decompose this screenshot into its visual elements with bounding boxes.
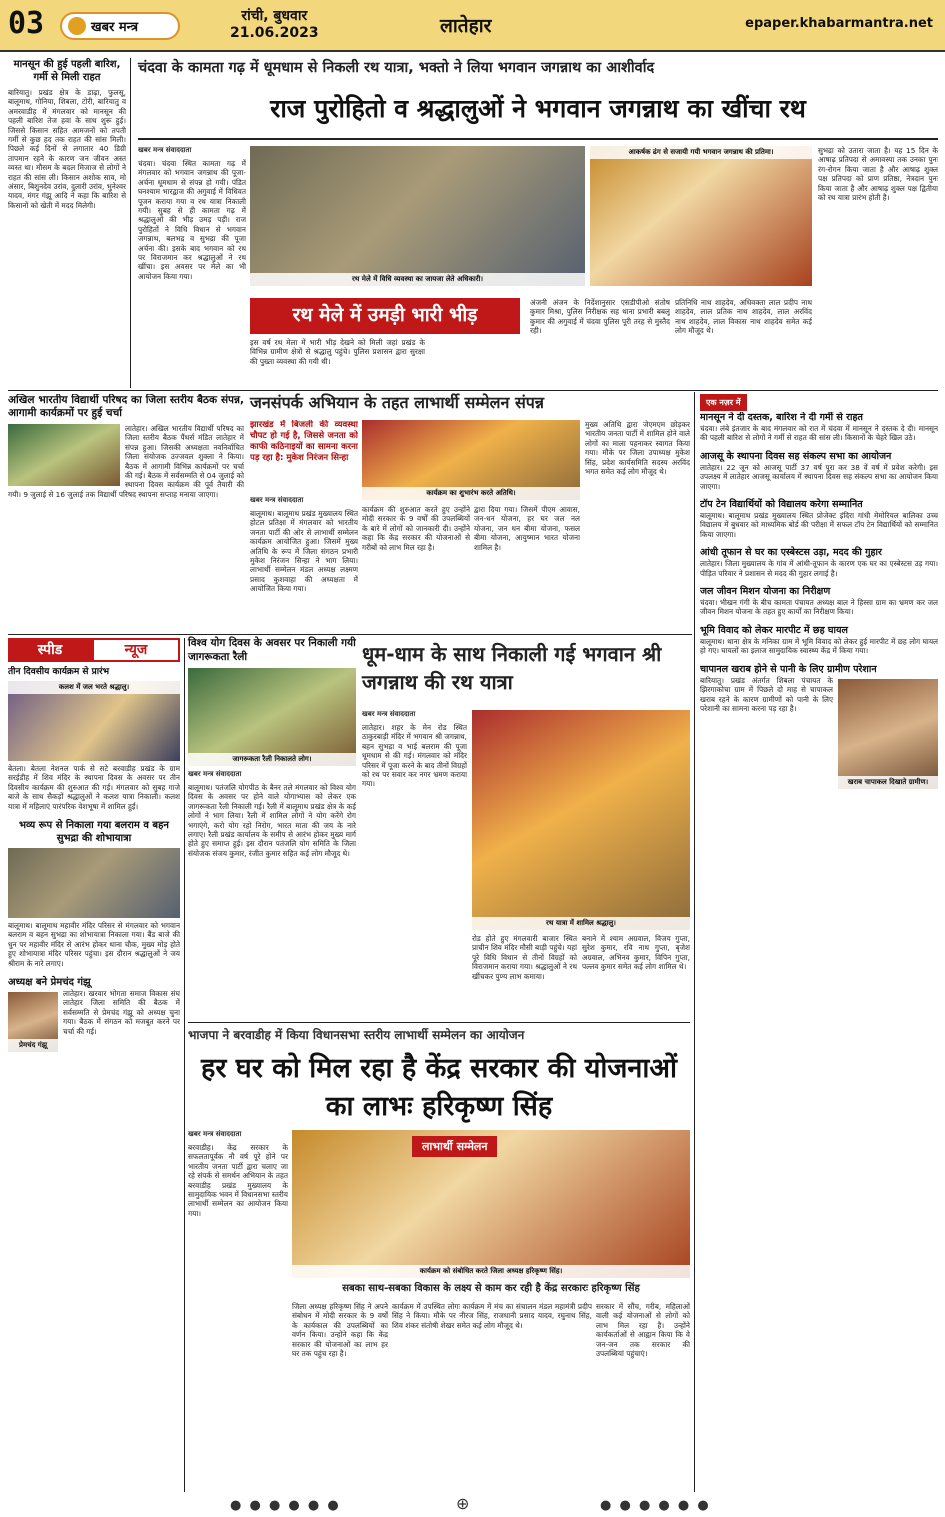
section-name: लातेहार — [440, 15, 492, 37]
jansampark-col2 — [362, 505, 470, 630]
left-top-story — [8, 58, 126, 388]
rathyatra-body2: रोड होते हुए मंगलवारी बाजार स्थित प्राचीन शिव मंदिर मौसी बाड़ी पहुंचे। यहां पूरे विधि विधान से तीनों विग्रहों को विराजमान कराया गया। श्रद्धालुओं ने रथ खींचकर पुण्य लाभ कमाया। — [472, 934, 577, 981]
byline: खबर मन्त्र संवाददाता — [250, 496, 304, 504]
lead-col1 — [138, 146, 246, 386]
dateline — [230, 8, 319, 42]
news-headline: मानसून ने दी दस्तक, बारिश ने दी गर्मी से राहत — [700, 412, 863, 423]
section-rule — [188, 1022, 690, 1023]
akhil-story — [8, 394, 244, 630]
news-body: चंदवा। लंबे इंतजार के बाद मंगलवार को रात में चंदवा में मानसून ने दस्तक दे दी। मानसून की पहली बारिश से लोगों ने गर्मी से राहत की सांस ली। किसानों के चेहरे खिल उठे। — [700, 424, 938, 443]
logo-icon — [68, 17, 86, 35]
jansampark-body3: द्वारा दिया गया। जिसमें पीएम आवास, जन-धन योजना, हर घर जल नल योजना, जन धन बीमा योजना, फसल बीमा योजना, आयुष्मान भारत योजना शामिल है। — [474, 505, 580, 552]
photo-caption: रथ मेले में विधि व्यवस्था का जायजा लेते अधिकारी। — [250, 273, 585, 286]
lead-photo-2 — [590, 146, 812, 286]
rathyatra-col1 — [362, 710, 467, 1020]
speed-news-column — [8, 666, 180, 1492]
yoga-body: बालूमाथ। पतंजलि योगपीठ के बैनर तले मंगलवार को विश्व योग दिवस के अवसर पर होने वाले योगाभ्यास को लेकर एक जागरूकता रैली निकाली गई। रैली में बालूमाथ प्रखंड क्षेत्र के कई लोगों ने भाग लिया। रैली में शामिल लोगों ने योग करेंगे रोग भगाएंगे, करो योग रहो निरोग, भारत माता की जय के नारे लगाए। रैली प्रखंड कार्यालय के समीप से आरंभ होकर मुख्य मार्ग होते हुए समाप्त हुई। इस दौरान पतंजलि योग समिति के जिला संयोजक संजय कुमार, रंजीत कुमार सहित कई लोग मौजूद थे। — [188, 783, 356, 858]
lead-photo-1 — [250, 146, 585, 286]
barwadih-photo — [292, 1130, 690, 1278]
news-body: लातेहार। जिला मुख्यालय के गांव में आंधी-तूफान के कारण एक घर का एस्बेस्टस उड़ गया। पीड़ित परिवार ने प्रशासन से मदद की गुहार लगाई है। — [700, 559, 938, 578]
byline: खबर मन्त्र संवाददाता — [138, 146, 192, 154]
rathyatra-col2 — [472, 934, 577, 1020]
news-body: लातेहार। खरवार भोगता समाज विकास संघ लातेहार जिला समिति की बैठक में सर्वसम्मति से प्रेमचंद गंझू को अध्यक्ष चुना गया। बैठक में संगठन को मजबूत करने पर चर्चा की गई। — [63, 989, 180, 1036]
news-headline: चापानल खराब होने से पानी के लिए ग्रामीण परेशान — [700, 663, 877, 675]
news-body: बेतला। बेतला नेशनल पार्क से सटे बरवाडीह प्रखंड के ग्राम सरईडीह में शिव मंदिर के स्थापना दिवस के अवसर पर तीन दिवसीय कार्यक्रम की शुरुआत की गई। मंगलवार को सुबह गाजे बाजे के साथ सैकड़ों श्रद्धालुओं ने कलश यात्रा निकाली। कलश यात्रा में महिलाएं पारंपरिक वेशभूषा में शामिल हुईं। — [8, 764, 180, 811]
barwadih-quote: सबका साथ-सबका विकास के लक्ष्य से काम कर रही है केंद्र सरकारः हरिकृष्ण सिंह — [342, 1283, 640, 1294]
jansampark-col1 — [250, 496, 358, 630]
yoga-story — [188, 770, 356, 1020]
pull-quote-text: झारखंड में बिजली की व्यवस्था चौपट हो गई है, जिससे जनता को काफी कठिनाइयों का सामना करना पड़ रहा है: मुकेश निरंजन सिन्हा — [250, 420, 358, 463]
speed-label: स्पीड — [8, 638, 92, 662]
avatar — [8, 992, 58, 1052]
jansampark-photo — [362, 420, 580, 500]
byline: खबर मन्त्र संवाददाता — [362, 710, 416, 718]
section-rule — [8, 634, 692, 635]
speed-news-label — [8, 638, 180, 662]
website-url[interactable]: epaper.khabarmantra.net — [745, 16, 933, 31]
lead-kicker: चंदवा के कामता गढ़ में धूमधाम से निकली रथ यात्रा, भक्तो ने लिया भगवान जगन्नाथ का आशीर्वाद — [138, 60, 655, 76]
news-body: बालूमाथ। थाना क्षेत्र के मनिका ग्राम में भूमि विवाद को लेकर हुई मारपीट में छह लोग घायल हो गए। घायलों का इलाज सामुदायिक स्वास्थ्य केंद्र में किया गया। — [700, 636, 938, 656]
jansampark-body1: बालूमाथ। बालूमाथ प्रखंड मुख्यालय स्थित होटल प्रतिक्षा में मंगलवार को भारतीय जनता पार्टी की ओर से लाभार्थी सम्मेलन कार्यक्रम आयोजित हुआ। जिसमें मुख्य अतिथि के रूप में जिला संगठन प्रभारी मुकेश निरंजन सिन्हा ने भाग लिया। लाभार्थी सम्मेलन मंडल अध्यक्ष लक्ष्मण प्रसाद कुशवाहा की अध्यक्षता में आयोजित किया गया। — [250, 509, 358, 594]
section-rule — [8, 390, 938, 391]
barwadih-col2 — [292, 1302, 388, 1492]
lead-headline: राज पुरोहितो व श्रद्धालुओं ने भगवान जगन्नाथ का खींचा रथ — [270, 94, 806, 123]
photo-caption: जागरूकता रैली निकालते लोग। — [188, 753, 356, 766]
photo-banner: लाभार्थी सम्मेलन — [412, 1136, 497, 1157]
barwadih-col3 — [392, 1302, 592, 1492]
lead-col2 — [250, 338, 425, 386]
rathyatra-photo — [472, 710, 690, 930]
page-number: 03 — [8, 6, 45, 41]
news-body: लातेहार। 22 जून को आजसू पार्टी 37 वर्ष पूरा कर 38 वें वर्ष में प्रवेश करेगी। इस उपलक्ष्य में लातेहार आजसू कार्यालय में स्थापना दिवस सह संकल्प सभा का आयोजन किया जाएगा। — [700, 462, 938, 491]
news-body: बालूमाथ। बालूमाथ प्रखंड मुख्यालय स्थित प्रोजेक्ट इंदिरा गांधी मेमोरियल बालिका उच्च विद्यालय में बुधवार को माध्यमिक बोर्ड की परीक्षा में सफल टॉप टेन विद्यार्थियों को सम्मानित किया जाएगा। — [700, 511, 938, 539]
registration-marks-left: ● ● ● ● ● ● — [230, 1498, 341, 1513]
barwadih-col4 — [596, 1302, 690, 1492]
city-day: रांची, बुधवार — [241, 8, 308, 24]
news-label: न्यूज — [92, 638, 180, 662]
news-body: चंदवा। भीखन गंगी के बीच कामता पंचायत अध्यक्ष बाल ने हिस्सा ग्राम का भ्रमण कर जल जीवन मिशन योजना के तहत हुए कार्यों का निरीक्षण किया। — [700, 598, 938, 617]
chapakal-photo — [838, 679, 938, 789]
news-body: बारियातु। प्रखंड अंतर्गत शिबला पंचायत के झिरगाकोचा ग्राम में पिछले दो माह से चापाकल खराब रहने के कारण ग्रामीणों को पानी के लिए परेशानी का सामना करना पड़ रहा है। — [700, 675, 833, 713]
lead-banner: रथ मेले में उमड़ी भारी भीड़ — [250, 298, 520, 334]
shobhayatra-photo — [8, 848, 180, 918]
paper-logo — [60, 12, 180, 40]
news-headline: भव्य रूप से निकाला गया बलराम व बहन सुभद्रा की शोभायात्रा — [19, 820, 169, 845]
jansampark-col3 — [474, 505, 580, 630]
news-headline: आंधी तूफान से घर का एस्बेस्टस उड़ा, मदद की गुहार — [700, 547, 882, 559]
byline: खबर मन्त्र संवाददाता — [188, 1130, 242, 1138]
lead-col4 — [675, 298, 812, 386]
crosshair-icon: ⊕ — [456, 1494, 472, 1513]
news-headline: जल जीवन मिशन योजना का निरीक्षण — [700, 586, 831, 598]
jansampark-headline: जनसंपर्क अभियान के तहत लाभार्थी सम्मेलन संपन्न — [250, 393, 544, 412]
story-body: लातेहार। अखिल भारतीय विद्यार्थी परिषद का जिला स्तरीय बैठक पैंथर्स मंडित लातेहार में संपन्न हुआ। जिसकी अध्यक्षता नवनिर्वाचित जिला संयोजक उज्जवल शुक्ला ने किया। बैठक में आगामी विभिन्न कार्यक्रमों पर चर्चा की गई। बैठक में सर्वसम्मति से 04 जुलाई को स्थापना दिवस कार्यक्रम की पूर्व तैयारी की गयी। 9 जुलाई से 16 जुलाई तक विद्यार्थी परिषद स्थापना सप्ताह मनाया जाएगा। — [8, 424, 244, 499]
photo-caption: कलश में जल भरते श्रद्धालु। — [8, 681, 180, 694]
nazar-label: एक नज़र में — [700, 394, 747, 411]
lead-body3: अंजनी अंजन के निर्देशानुसार एसडीपीओ संतोष कुमार मिश्रा, पुलिस निरीक्षक सह थाना प्रभारी बबलू कुमार की अगुवाई में चंदवा पुलिस पूरी तरह से मुस्तैद रही। — [530, 298, 670, 336]
rathyatra-col3 — [582, 934, 690, 1020]
lead-right-col — [818, 146, 938, 386]
kalash-photo — [8, 681, 180, 761]
photo-caption: प्रेमचंद गंझू — [8, 1039, 58, 1052]
lead-body2: इस वर्ष रथ मेला में भारी भीड़ देखने को मिली जहां प्रखंड के विभिन्न ग्रामीण क्षेत्रों से श्रद्धालु पहुंचे। पुलिस प्रशासन द्वारा सुरक्षा की पुख्ता व्यवस्था की गयी थी। — [250, 338, 425, 366]
registration-marks-right: ● ● ● ● ● ● — [600, 1498, 711, 1513]
yoga-photo — [188, 668, 356, 766]
pull-quote — [250, 420, 358, 488]
news-body: बालूमाथ। बालूमाथ महावीर मंदिर परिसर से मंगलवार को भगवान बलराम व बहन सुभद्रा का शोभायात्रा निकाला गया। बैंड बाजे की धुन पर महावीर मंदिर से आरंभ होकर थाना चौक, मुख्य मोड़ होते हुए शोभायात्रा मंदिर परिसर पहुंचा। इस दौरान श्रद्धालुओं ने जय श्रीराम के नारे लगाए। — [8, 921, 180, 968]
barwadih-body1: बरवाडीह। केंद्र सरकार के सफलतापूर्वक नौ वर्ष पूरे होने पर भारतीय जनता पार्टी द्वारा चलाए जा रहे संपर्क से समर्थन अभियान के तहत बरवाडीह प्रखंड मुख्यालय के सामुदायिक भवन में विधानसभा स्तरीय लाभार्थी सम्मेलन का आयोजन किया गया। — [188, 1143, 288, 1218]
rathyatra-headline: धूम-धाम के साथ निकाली गई भगवान श्री जगन्नाथ की रथ यात्रा — [362, 642, 662, 694]
masthead — [0, 0, 945, 52]
jansampark-body2: कार्यक्रम की शुरुआत करते हुए उन्होंने मोदी सरकार के 9 वर्षों की उपलब्धियों के बारे में लोगों को जानकारी दी। उन्होंने कहा कि केंद्र सरकार की योजनाओं से गरीबों को लाभ मिल रहा है। — [362, 505, 470, 552]
story-headline: मानसून की हुई पहली बारिश, गर्मी से मिली राहत — [13, 59, 121, 83]
news-headline: भूमि विवाद को लेकर मारपीट में छह घायल — [700, 624, 848, 636]
barwadih-col1 — [188, 1130, 288, 1492]
paper-name: खबर मन्त्र — [91, 20, 139, 35]
jansampark-col4 — [585, 420, 690, 630]
barwadih-kicker: भाजपा ने बरवाडीह में किया विधानसभा स्तरीय लाभार्थी सम्मेलन का आयोजन — [188, 1028, 525, 1042]
akhil-photo — [8, 424, 120, 486]
barwadih-body4: सरकार में सौंच, गरीब, महिलाओं वाली कई योजनाओं से लोगों को लाभ मिल रहा है। उन्होंने कार्यकर्ताओं से आह्वान किया कि वे जन-जन तक सरकार की उपलब्धियां पहुंचाएं। — [596, 1302, 690, 1359]
news-headline: तीन दिवसीय कार्यक्रम से प्रारंभ — [8, 667, 110, 677]
column-rule — [694, 392, 695, 1492]
photo-caption: कार्यक्रम को संबोधित करते जिला अध्यक्ष हरिकृष्ण सिंह। — [292, 1265, 690, 1278]
story-headline: अखिल भारतीय विद्यार्थी परिषद का जिला स्तरीय बैठक संपन्न, आगामी कार्यक्रमों पर हुई चर्चा — [8, 394, 244, 419]
issue-date: 21.06.2023 — [230, 25, 319, 41]
news-headline: आजसू के स्थापना दिवस सह संकल्प सभा का आयोजन — [700, 450, 892, 462]
barwadih-headline: हर घर को मिल रहा है केंद्र सरकार की योजनाओं का लाभः हरिकृष्ण सिंह — [201, 1053, 677, 1122]
jansampark-body4: मुख्य अतिथि द्वारा जेएमएम छोड़कर भारतीय जनता पार्टी में शामिल होने वाले लोगों का माला पहनाकर स्वागत किया गया। मौके पर जिला उपाध्यक्ष मुकेश सिंह, प्रदेश कार्यसमिति सदस्य अरविंद भगत समेत कई लोग मौजूद थे। — [585, 420, 690, 477]
rathyatra-body1: लातेहार। शहर के मेन रोड स्थित ठाकुरबाड़ी मंदिर में भगवान श्री जगन्नाथ, बहन सुभद्रा व भाई बलराम की पूजा धूमधाम से की गई। मंगलवार को मंदिर परिसर में पूजा करने के बाद तीनों विग्रहों को रथ पर सवार कर नगर भ्रमण कराया गया। — [362, 723, 467, 789]
lead-body4: प्रतिनिधि नाथ शाहदेव, अधिवक्ता लाल प्रदीप नाथ शाहदेव, लाल प्रतिक नाथ शाहदेव, लाल अरविंद नाथ शाहदेव, लाल विकास नाथ शाहदेव समेत कई लोग मौजूद थे। — [675, 298, 812, 336]
photo-caption: रथ यात्रा में शामिल श्रद्धालु। — [472, 917, 690, 930]
news-headline: टॉप टेन विद्यार्थियों को विद्यालय करेगा सम्मानित — [700, 499, 863, 511]
byline: खबर मन्त्र संवाददाता — [188, 770, 242, 778]
rathyatra-body3: बनाने में श्याम अग्रवाल, विजय गुप्ता, सुरेश कुमार, रवि नाथ गुप्ता, बृजेश अग्रवाल, अभिनव कुमार, विपिन गुप्ता, पल्लव कुमार समेत कई लोग शामिल थे। — [582, 934, 690, 972]
barwadih-body2: जिला अध्यक्ष हरिकृष्ण सिंह ने अपने संबोधन में मोदी सरकार के 9 वर्षों के कार्यकाल की उपलब्धियों का वर्णन किया। उन्होंने कहा कि केंद्र सरकार की योजनाओं का लाभ हर घर तक पहुंच रहा है। — [292, 1302, 388, 1359]
lead-body1: चंदवा। चंदवा स्थित कामता गढ़ में मंगलवार को भगवान जगन्नाथ की पूजा-अर्चना धूमधाम से संपन्न हो गयी। पंडित घनश्याम भारद्वाज की अगुवाई में विधिवत पूजन कराया गया व रथ यात्रा निकाली गयी। सुबह से ही कामता गढ़ में श्रद्धालुओं की भीड़ उमड़ पड़ी। राज पुरोहितों ने विधि विधान से भगवान जगन्नाथ, बलभद्र व सुभद्रा की पूजा अर्चना की। इसके बाद भगवान को रथ पर विराजमान कर श्रद्धालुओं ने रथ खींचा। इस अवसर पर मेले का भी आयोजन किया गया। — [138, 159, 246, 281]
lead-col3 — [530, 298, 670, 386]
news-headline: अध्यक्ष बने प्रेमचंद गंझू — [8, 977, 91, 989]
headline-rule — [138, 138, 938, 140]
photo-caption: कार्यक्रम का शुभारंभ करते अतिथि। — [362, 487, 580, 500]
story-body: बारियातु। प्रखंड क्षेत्र के डाढ़ा, फुलसू, बालूमाथ, गोनिया, शिबला, टोरी, बारियातु व अमरवाडीह में मंगलवार को मानसून की पहली बारिश तेज हवा के साथ शुरू हुई। जिससे किसान सहित आमजनों को तपती गर्मी से कुछ हद तक राहत की सांस मिली। पिछले कई दिनों से लगातार 40 डिग्री तापमान रहने के कारण जन जीवन अस्त व्यस्त था। मौसम के बदल मिजाज से लोगों ने राहत की सांस ली। किसान अशोक साव, मो अंसार, बिशुनदेव उरांव, दुलारी उरांव, भुनेश्वर यादव, मंगर गंझू आदि ने कहा कि बारिश से किसानों को खेती में मदद मिलेगी। — [8, 88, 126, 210]
barwadih-body3: कार्यक्रम में उपस्थित लोगः कार्यक्रम में मंच का संचालन मंडल महामंत्री प्रदीप सिंह ने किया। मौके पर नीरज सिंह, राजधानी प्रसाद यादव, रघुनाथ सिंह, शिव शंकर संतोषी शेखर समेत कई लोग मौजूद थे। — [392, 1302, 592, 1330]
lead-body-right: सुभद्रा को उतारा जाता है। यह 15 दिन के आषाढ़ प्रतिपदा से अमावस्या तक उनका पुनः रंग-रोगन किया जाता है और आषाढ़ शुक्ल पक्ष प्रतिपदा को प्राण प्रतिष्ठा, नेत्रदान पुनः किया जाता है और आषाढ़ शुक्ल पक्ष द्वितीया को रथ यात्रा प्रारंभ होती है। — [818, 146, 938, 203]
column-rule — [184, 638, 185, 1492]
photo-caption: आकर्षक ढंग से सजायी गयी भगवान जगन्नाथ की प्रतिमा। — [590, 146, 812, 159]
right-news-column — [700, 412, 938, 1492]
yoga-headline: विश्व योग दिवस के अवसर पर निकाली गयी जागरूकता रैली — [188, 637, 356, 663]
photo-caption: खराब चापाकल दिखाते ग्रामीण। — [838, 776, 938, 789]
column-rule — [130, 58, 131, 388]
